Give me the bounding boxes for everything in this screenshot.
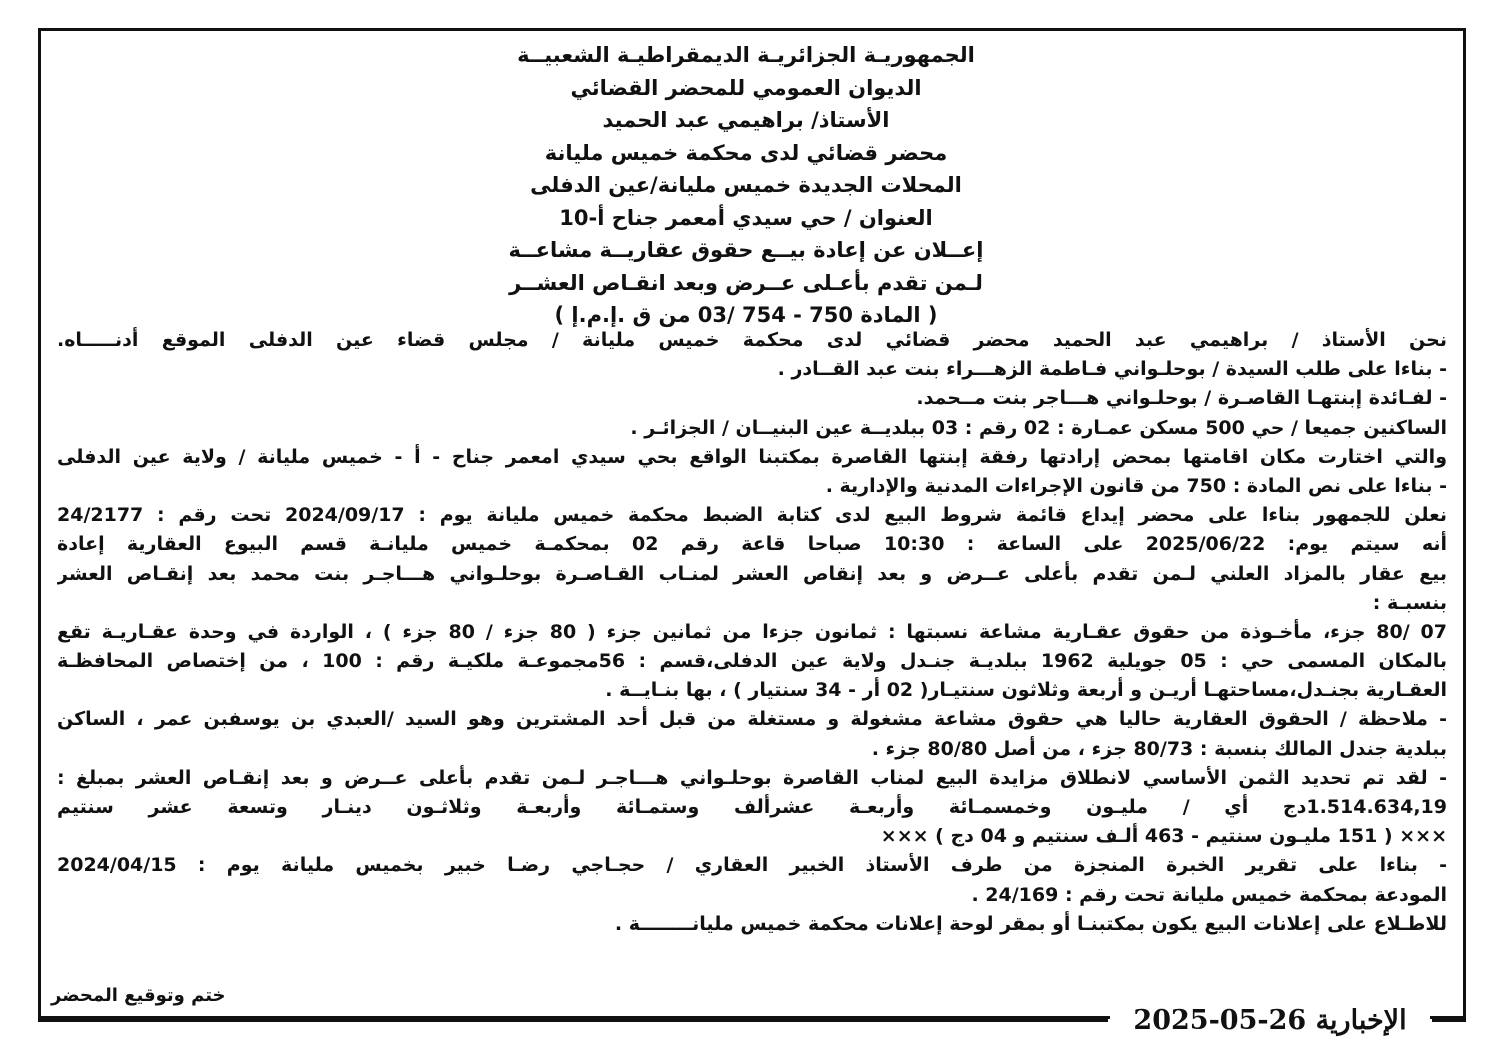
- body-line-property-location: بالمكان المسمى حي : 05 جويلية 1962 ببلديـة جنـدل ولاية عين الدفلى،قسم : 56مجموعـة ملكيـة رقم : 100 ، من إختصاص المحافظـة: [57, 650, 1447, 673]
- body-line-domicile: والتي اختارت مكان اقامتها بمحض إرادتها رفقة إبنتها القاصرة بمكتبنا الواقع بحي سيدي امعمر جناح - أ - خميس مليانة / ولاية عين الدفلى: [57, 445, 1447, 468]
- notice-body: [57, 326, 1447, 939]
- notice-title: إعــلان عن إعادة بيــع حقوق عقاريــة مشاعــة: [508, 238, 984, 262]
- body-line-sale-date: أنه سيتم يوم: 2025/06/22 على الساعة : 10:30 صباحا قاعة رقم 02 بمحكمـة خميس مليانـة قسم البيوع العقارية إعادة: [57, 533, 1447, 556]
- publication-footer: الإخبارية 26-05-2025: [1110, 1001, 1430, 1041]
- body-line-report-deposit: المودعة بمحكمة خميس مليانة تحت رقم : 24/169 .: [971, 883, 1447, 906]
- notice-subtitle: لـمن تقدم بأعـلى عــرض وبعد انقـاص العشــر: [509, 270, 983, 295]
- body-line-announcement: نعلن للجمهور بناءا على محضر إيداع قائمة شروط البيع لدى كتابة الضبط محكمة خميس مليانة يوم : 2024/09/17 تحت رقم : 24/2177: [57, 504, 1447, 527]
- body-line-auction: بيع عقار بالمزاد العلني لـمن تقدم بأعلى عــرض و بعد إنقاص العشر لمنـاب القـاصـرة بوحلـواني هـــاجـر بنت محمد بعد إنقـاص العشر: [57, 562, 1447, 585]
- footer-rule-left: [38, 1019, 1108, 1022]
- body-line-expert-report: - بناءا على تقرير الخبرة المنجزة من طرف الأستاذ الخبير العقاري / حجـاجي رضـا خبير بخميس مليانة يوم : 2024/04/15: [57, 854, 1447, 877]
- notice-frame: [38, 28, 1466, 1019]
- body-line-residence: الساكنين جميعا / حي 500 مسكن عمـارة : 02 رقم : 03 ببلديــة عين البنيــان / الجزائـر .: [630, 416, 1447, 439]
- header-line-premises: المحلات الجديدة خميس مليانة/عين الدفلى: [530, 173, 962, 197]
- header-line-court: محضر قضائي لدى محكمة خميس مليانة: [544, 140, 948, 165]
- notice-header: [41, 39, 1463, 332]
- body-line-beneficiary: - لفـائدة إبنتهـا القاصـرة / بوحلـواني هـــاجر بنت مــحمد.: [916, 387, 1447, 410]
- body-line-property-area: العقـارية بجنـدل،مساحتهـا أريـن و أربعة وثلاثون سنتيـار( 02 أر - 34 سنتيار ) ، بها بنـايــة .: [605, 679, 1447, 702]
- body-line-requester: - بناءا على طلب السيدة / بوحلـواني فـاطمة الزهـــراء بنت عبد القــادر .: [777, 358, 1447, 381]
- header-line-republic: الجمهوريـة الجزائريـة الديمقراطيـة الشعبيــة: [517, 43, 975, 67]
- body-line-base-price-centimes: ××× ( 151 مليـون سنتيم - 463 ألـف سنتيم و 04 دج ) ×××: [880, 825, 1447, 848]
- body-line-base-price-intro: - لقد تم تحديد الثمن الأساسي لانطلاق مزايدة البيع لمناب القاصرة بوحلـواني هـــاجـر لـمن تقدم بأعلى عــرض و بعد إنقـاص العشر بمبلغ :: [57, 766, 1447, 789]
- signature-caption: ختم وتوقيع المحضر: [51, 985, 226, 1006]
- body-line-legal-basis: - بناءا على نص المادة : 750 من قانون الإجراءات المدنية والإدارية .: [825, 474, 1447, 497]
- body-line-share-intro: بنسبـة :: [1372, 591, 1447, 614]
- footer-rule-right: [1432, 1019, 1466, 1022]
- body-line-base-price-amount: 1.514.634,19دج أي / مليـون وخمسمـائة وأربعـة عشرألف وستمـائة وأربعـة وثلاثـون دينـار وتسعة عشر سنتيم: [57, 796, 1447, 818]
- body-line-share-detail: 07 /80 جزء، مأخـوذة من حقوق عقـارية مشاعة نسبتها : ثمانون جزءا من ثمانين جزء ( 80 جزء / 80 جزء ) ، الواردة في وحدة عقـاريـة تقع: [57, 620, 1447, 643]
- body-line-note: - ملاحظة / الحقوق العقارية حاليا هي حقوق مشاعة مشغولة و مستغلة من قبل أحد المشترين وهو السيد /العبدي بن يوسفبن عمر ، الساكن: [57, 708, 1447, 731]
- legal-article-reference: ( المادة 750 - 754 /03 من ق .إ.م.إ ): [554, 303, 938, 327]
- header-line-office: الديوان العمومي للمحضر القضائي: [570, 75, 922, 100]
- header-line-address: العنوان / حي سيدي أمعمر جناح أ-10: [559, 205, 933, 230]
- body-line-owner-share: ببلدية جندل المالك بنسبة : 80/73 جزء ، من أصل 80/80 جزء .: [871, 737, 1447, 760]
- header-line-bailiff-name: الأستاذ/ براهيمي عبد الحميد: [602, 108, 890, 132]
- body-line-declaration: نحن الأستاذ / براهيمي عبد الحميد محضر قضائي لدى محكمة خميس مليانة / مجلس قضاء عين الدفلى الموقع أدنـــــاه.: [57, 329, 1447, 351]
- body-line-consultation: للاطـلاع على إعلانات البيع يكون بمكتبنـا أو بمقر لوحة إعلانات محكمة خميس مليانــــــــة .: [614, 912, 1447, 935]
